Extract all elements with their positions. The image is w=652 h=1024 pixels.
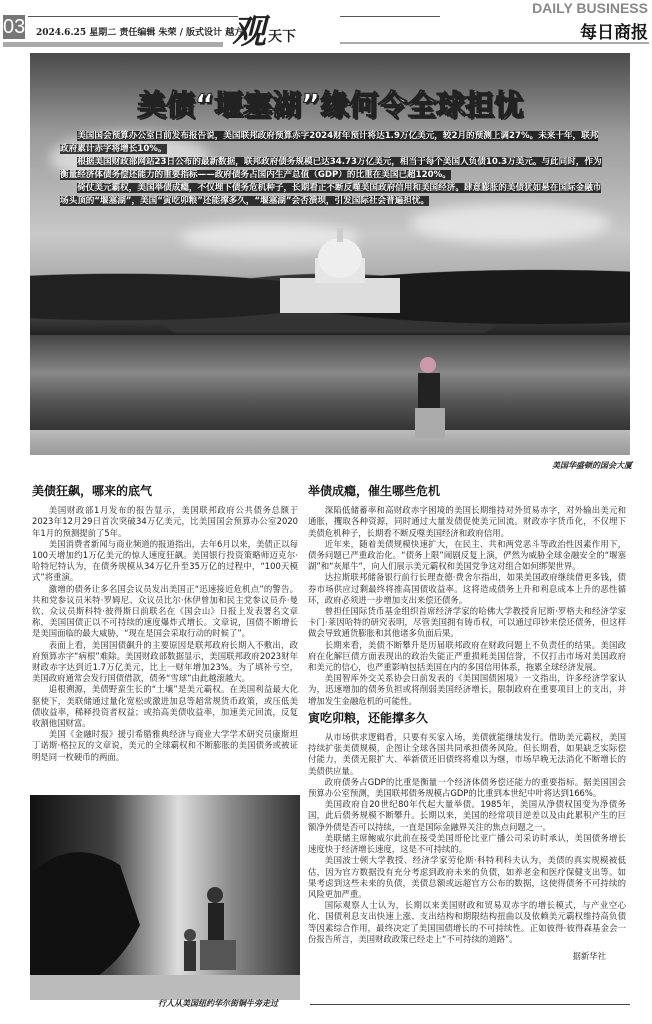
pool-ledge: [30, 430, 630, 455]
paragraph: 表面上看，美国国债飙升的主要原因是联邦政府长期入不敷出，政府预算赤字“病根”难除。美国财政部数据显示，美国联邦政府2023财年财政赤字达到近1.7万亿美元，比上一财年增加23%。为了填补亏空，美国政府通常会发行国债借款，债务“雪球”由此越滚越大。: [32, 639, 298, 684]
brand-chinese: 每日商报: [580, 23, 648, 43]
paragraph: 美国财政部1月发布的报告显示，美国联邦政府公共债务总额于2023年12月29日首次突破34万亿美元，比美国国会预算办公室2020年1月的预测提前了5年。: [32, 505, 298, 538]
intro-paragraph: 美国国会预算办公室日前发布报告说，美国联邦政府预算赤字2024财年预计将达1.9万亿美元，较2月的预测上调27%。未来十年，联邦政府累计赤字将增长10%。: [60, 131, 599, 154]
paragraph: 追根溯源，美债野蛮生长的“土壤”是美元霸权。在美国利益最大化驱使下，美联储通过量化宽松或激进加息等超常规货币政策，或压低美债收益率，稀释投资者权益；或抬高美债收益率，加速美元回流，反复收割他国财富。: [32, 684, 298, 729]
seated-woman: [410, 353, 450, 443]
wall-street-bull-photo: [30, 795, 300, 1000]
photo-caption: 美国华盛顿的国会大厦: [552, 460, 632, 470]
bottom-photo-caption: 行人从美国纽约华尔街铜牛旁走过: [158, 998, 278, 1008]
intro-paragraph: 倚仗美元霸权，美国举债成瘾，不仅埋下债务危机种子，长期看正不断反噬美国政府信用和美国经济。肆意膨胀的美债犹如悬在国际金融市场头顶的“堰塞湖”，美国“寅吃卯粮”还能撑多久，“堰塞湖”会否溃坝，引发国际社会普遍担忧。: [60, 183, 602, 206]
right-column: [308, 480, 626, 962]
column-name: 天下: [268, 29, 296, 45]
section-heading: 寅吃卯粮，还能撑多久: [308, 710, 429, 725]
capitol-photo: [30, 53, 630, 455]
paragraph: 美国《金融时报》援引希腊雅典经济与商业大学学术研究员康斯坦丁诺斯·格拉瓦的文章说，美元的全球霸权和不断膨胀的美国债务或被证明是同一枚硬币的两面。: [32, 729, 298, 762]
left-column: [32, 480, 298, 763]
paragraph: 达拉斯联邦储备银行前行长理查德·费舍尔指出，如果美国政府继续借更多钱，债券市场供应过剩最终将推高国债收益率。这将造成债务上升和利息成本上升的恶性循环，政府必须进一步增加支出来偿还债务。: [308, 572, 626, 605]
bull-sculpture: [30, 795, 300, 1000]
headline: 美债“堰塞湖”缘何令全球担忧: [136, 88, 524, 122]
paragraph: 美国消费者新闻与商业频道的报道指出，去年6月以来，美债正以每100天增加约1万亿美元的惊人速度狂飙。美国银行投资策略师迈克尔·哈特尼特认为，在债务规模从34万亿升至35万亿的过程中，“100天模式”将重演。: [32, 538, 298, 583]
paragraph: 曾担任国际货币基金组织首席经济学家的哈佛大学教授肯尼斯·罗格夫和经济学家卡门·莱因哈特的研究表明，尽管美国拥有铸币权，可以通过印钞来偿还债务，但这样做会导致通货膨胀和其他诸多负面后果。: [308, 606, 626, 639]
paragraph: 美联储主席鲍威尔此前在接受美国哥伦比亚广播公司采访时承认，美国债务增长速度快于经济增长速度，这是不可持续的。: [308, 832, 626, 855]
paragraph: 美国智库外交关系协会日前发表的《美国国债困境》一文指出，许多经济学家认为，迅速增加的债务负担或将削弱美国经济增长，限制政府在重要项目上的支出，并增加发生金融危机的可能性。: [308, 673, 626, 706]
reflecting-pool: [30, 335, 630, 430]
dateline: 2024.6.25 星期二 责任编辑 朱荣 / 版式设计 越方: [36, 28, 244, 38]
news-source: 据新华社: [572, 950, 606, 961]
paragraph: 长期来看，美债不断攀升是历届联邦政府在财政问题上不负责任的结果。美国政府在化解巨债方面表现出的政治失能正严重损耗美国信誉，不仅打击市场对美国政府和美元的信心，也严重影响包括美国在内的多国信用体系，拖累全球经济发展。: [308, 639, 626, 673]
paragraph: 近年来，随着美债规模快速扩大，在民主、共和两党恶斗等政治性因素作用下，债务问题已严重政治化。“债务上限”闹剧反复上演，俨然为威胁全球金融安全的“堰塞湖”和“灰犀牛”，向人们展示美元霸权和美国党争这对组合如何绑架世界。: [308, 538, 626, 572]
paragraph: 美国政府自20世纪80年代起大量举债。1985年，美国从净债权国变为净债务国，此后债务规模不断攀升。长期以来，美国的经常项目逆差以及由此累积产生的巨额净外债是否可以持续，一直是国际金融界关注的焦点问题之一。: [308, 799, 626, 832]
paragraph: 政府债务占GDP的比重是衡量一个经济体债务偿还能力的重要指标。据美国国会预算办公室预测，美国联邦债务规模占GDP的比重到本世纪中叶将达到166%。: [308, 776, 626, 799]
paragraph: 美国波士顿大学教授、经济学家劳伦斯·科特利科夫认为，美债的真实规模被低估，因为官方数据没有充分考虑到政府未来的负债，如养老金和医疗保健支出等。如果考虑到这些未来的负债，美债总额或远超官方公布的数据，这使得债务不可持续的风险更加严重。: [308, 855, 626, 899]
intro-text: [60, 130, 602, 208]
cloud: [410, 203, 610, 243]
paragraph: 从市场供求逻辑看，只要有买家入场，美债就能继续发行。借助美元霸权，美国持续扩张美债规模，企图让全球各国共同承担债务风险。但长期看，如果缺乏实际偿付能力，美债无限扩大、举新债还旧债终将难以为继，市场早晚无法消化不断增长的美债供应量。: [308, 732, 626, 776]
header-rule-right: [340, 16, 440, 17]
paragraph: 深陷低储蓄率和高财政赤字困境的美国长期维持对外贸易赤字，对外输出美元和通胀，攫取各种资源，同时通过大量发债促使美元回流。财政赤字货币化，不仅埋下美债危机种子，长期看不断反噬美国经济和政府信用。: [308, 505, 626, 538]
capitol-building: [280, 223, 400, 313]
header-band: [3, 42, 223, 47]
section-heading: 美债狂飙，哪来的底气: [32, 484, 153, 498]
intro-paragraph: 根据美国财政部网站23日公布的最新数据，联邦政府债务规模已达34.73万亿美元，相当于每个美国人负债10.3万美元。与此同时，作为衡量经济体债务偿还能力的重要指标——政府债务占国内生产总值（GDP）的比重在美国已超120%。: [60, 157, 602, 180]
header-rule: [28, 16, 238, 17]
section-heading: 举债成瘾，催生哪些危机: [308, 484, 441, 498]
paragraph: 国际观察人士认为，长期以来美国财政和贸易双赤字的增长模式，与产业空心化、国债利息支出快速上涨、支出结构和期限结构扭曲以及依赖美元霸权维持高负债等因素综合作用，最终决定了美国国债增长的不可持续性。正如彼得·彼得森基金会一份报告所言，美国财政政策已经走上“不可持续的道路”。: [308, 900, 626, 944]
brand-english: DAILY BUSINESS: [532, 0, 648, 16]
page-number: 03: [3, 16, 26, 38]
paragraph: 激增的债务让多名国会议员发出美国正“迅速接近危机点”的警告。共和党参议员米特·罗姆尼、众议员比尔·休伊曾加和民主党参议员乔·曼钦、众议员斯科特·彼得斯日前联名在《国会山》日报上发表署名文章称，美国国债正以不可持续的速度爆炸式增长。文章说，国债不断增长是美国面临的最大威胁，“现在是国会采取行动的时候了”。: [32, 583, 298, 639]
bottom-rule: [310, 1004, 630, 1005]
column-logo: 观: [232, 12, 266, 52]
